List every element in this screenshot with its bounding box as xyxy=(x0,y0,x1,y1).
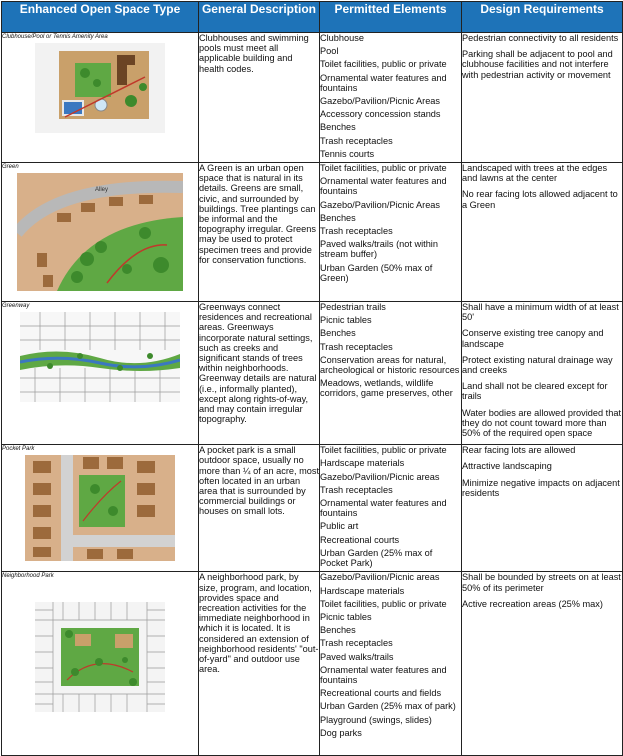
list-item: Gazebo/Pavilion/Picnic Areas xyxy=(320,199,441,210)
table-row xyxy=(2,33,623,163)
list-item: Public art xyxy=(320,521,359,532)
header-row xyxy=(2,2,623,33)
list-item: Benches xyxy=(320,212,356,223)
list-item: Recreational courts and fields xyxy=(320,688,442,699)
list-item: Land shall not be cleared except for trails xyxy=(462,381,608,402)
list-item: Toilet facilities, public or private xyxy=(320,598,447,609)
list-item: Benches xyxy=(320,625,356,636)
list-item: Gazebo/Pavilion/Picnic areas xyxy=(320,572,440,583)
elements-cell xyxy=(320,302,462,445)
list-item: Rear facing lots are allowed xyxy=(462,445,576,456)
description-cell: A pocket park is a small outdoor space, usually no more than ¼ of an acre, most often located in an urban area that is surrounded by commercial buildings or houses on small lots. xyxy=(199,445,320,572)
list-item: Trash receptacles xyxy=(320,135,393,146)
list-item: Picnic tables xyxy=(320,315,372,326)
list-item: Ornamental water features and fountains xyxy=(320,498,447,519)
greenway-site-plan-image xyxy=(20,312,180,402)
list-item: Conservation areas for natural, archeological or historic resources xyxy=(320,354,460,376)
requirements-cell xyxy=(462,572,623,756)
list-item: Shall have a minimum width of at least 50' xyxy=(462,302,619,323)
elements-cell xyxy=(320,163,462,302)
list-item: Attractive landscaping xyxy=(462,461,552,472)
header-open-space-type: Enhanced Open Space Type xyxy=(2,2,199,33)
list-item: Minimize negative impacts on adjacent residents xyxy=(462,477,620,498)
table-row xyxy=(2,445,623,572)
clubhouse-site-plan-image xyxy=(35,43,165,133)
list-item: Paved walks/trails (not within stream buffer) xyxy=(320,239,438,260)
table-row xyxy=(2,163,623,302)
list-item: Benches xyxy=(320,328,356,339)
list-item: Trash receptacles xyxy=(320,484,393,495)
type-name: Clubhouse/Pool or Tennis Amenity Area xyxy=(2,34,108,40)
elements-cell xyxy=(320,445,462,572)
list-item: Meadows, wetlands, wildlife corridors, game preserves, other xyxy=(320,378,453,399)
type-name: Pocket Park xyxy=(2,446,35,453)
list-item: Toilet facilities, public or private xyxy=(320,59,447,70)
list-item: Landscaped with trees at the edges and lawns at the center xyxy=(462,163,608,184)
list-item: Hardscape materials xyxy=(320,585,405,596)
list-item: Tennis courts xyxy=(320,148,375,159)
list-item: No rear facing lots allowed adjacent to a Green xyxy=(462,189,618,210)
list-item: Urban Garden (25% max of park) xyxy=(320,701,456,712)
header-design-requirements: Design Requirements xyxy=(462,2,623,33)
elements-cell xyxy=(320,33,462,163)
type-cell xyxy=(2,572,199,756)
requirements-cell xyxy=(462,302,623,445)
open-space-table xyxy=(1,1,623,756)
list-item: Pool xyxy=(320,46,339,57)
description-cell: A neighborhood park, by size, program, and location, provides space and recreation activities for the immediate neighborhood in which it is located. It is considered an extension of neighborhood residents' "out-of-yard" and outdoor use area. xyxy=(199,572,320,756)
type-cell xyxy=(2,302,199,445)
list-item: Clubhouse xyxy=(320,33,364,43)
list-item: Dog parks xyxy=(320,727,362,738)
list-item: Parking shall be adjacent to pool and clubhouse facilities and not interfere with pedestrian activity or movement xyxy=(462,49,613,80)
list-item: Ornamental water features and fountains xyxy=(320,176,447,197)
list-item: Pedestrian connectivity to all residents xyxy=(462,33,619,43)
description-cell: Greenways connect residences and recreational areas. Greenways incorporate natural settings, such as creeks and significant stands of trees within neighborhoods. Greenway details are natural (i.e., informally planted), except along rights-of-way, and may contain irregular topography. xyxy=(199,302,320,445)
pocket-park-site-plan-image xyxy=(25,455,175,561)
type-name: Green xyxy=(2,164,19,171)
list-item: Toilet facilities, public or private xyxy=(320,163,447,174)
requirements-cell xyxy=(462,163,623,302)
list-item: Urban Garden (25% max of Pocket Park) xyxy=(320,547,433,569)
table-row xyxy=(2,572,623,756)
list-item: Benches xyxy=(320,122,356,133)
green-site-plan-image xyxy=(17,173,183,291)
type-name: Neighborhood Park xyxy=(2,573,54,580)
table-row xyxy=(2,302,623,445)
alley-label: Alley xyxy=(95,187,109,194)
description-cell: Clubhouses and swimming pools must meet all applicable building and health codes. xyxy=(199,33,320,163)
list-item: Conserve existing tree canopy and landscape xyxy=(462,328,604,349)
header-permitted-elements: Permitted Elements xyxy=(320,2,462,33)
requirements-cell xyxy=(462,445,623,572)
elements-cell xyxy=(320,572,462,756)
list-item: Water bodies are allowed provided that they do not count toward more than 50% of the required open space xyxy=(462,407,621,439)
type-name: Greenway xyxy=(2,303,30,310)
list-item: Trash receptacles xyxy=(320,638,393,649)
list-item: Recreational courts xyxy=(320,534,400,545)
list-item: Picnic tables xyxy=(320,611,372,622)
neighborhood-park-site-plan-image xyxy=(35,602,165,712)
list-item: Trash receptacles xyxy=(320,341,393,352)
list-item: Accessory concession stands xyxy=(320,109,441,120)
list-item: Pedestrian trails xyxy=(320,302,386,313)
list-item: Playground (swings, slides) xyxy=(320,714,432,725)
list-item: Toilet facilities, public or private xyxy=(320,445,447,456)
type-cell xyxy=(2,163,199,302)
list-item: Trash receptacles xyxy=(320,226,393,237)
list-item: Protect existing natural drainage way and creeks xyxy=(462,354,613,376)
list-item: Hardscape materials xyxy=(320,458,405,469)
list-item: Paved walks/trails xyxy=(320,651,394,662)
list-item: Active recreation areas (25% max) xyxy=(462,598,603,609)
type-cell xyxy=(2,33,199,163)
list-item: Ornamental water features and fountains xyxy=(320,664,447,685)
header-general-description: General Description xyxy=(199,2,320,33)
list-item: Shall be bounded by streets on at least 50% of its perimeter xyxy=(462,572,621,593)
requirements-cell xyxy=(462,33,623,163)
list-item: Gazebo/Pavilion/Picnic areas xyxy=(320,471,440,482)
list-item: Ornamental water features and fountains xyxy=(320,72,447,93)
description-cell: A Green is an urban open space that is natural in its details. Greens are small, civic, and surrounded by buildings. Tree plantings can be informal and the topography irregular. Greens may be used to protect specimen trees and provide for conservation functions. xyxy=(199,163,320,302)
list-item: Urban Garden (50% max of Green) xyxy=(320,262,433,283)
list-item: Gazebo/Pavilion/Picnic Areas xyxy=(320,96,441,107)
type-cell xyxy=(2,445,199,572)
